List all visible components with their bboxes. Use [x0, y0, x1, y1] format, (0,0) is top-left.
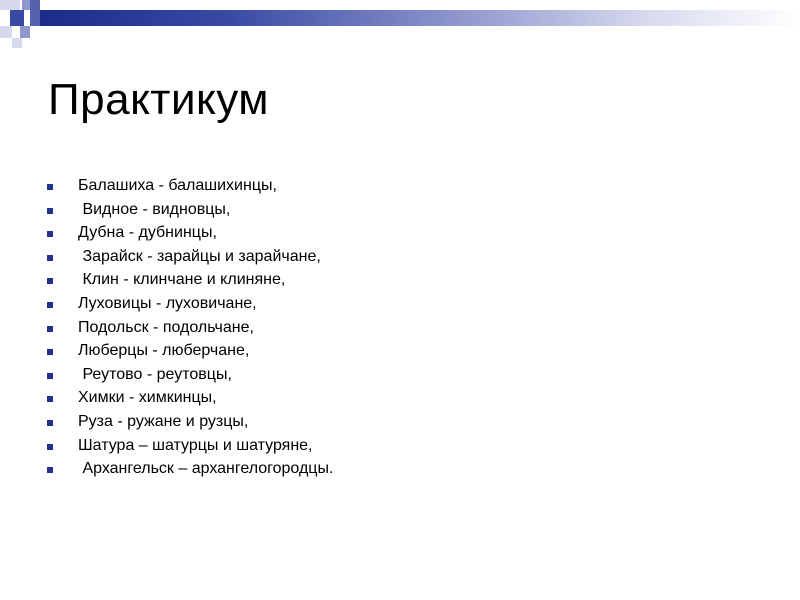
- list-item: [44, 221, 333, 245]
- square-bullet-icon: [47, 302, 53, 308]
- bullet-list: [44, 174, 333, 481]
- list-item-text: Дубна - дубнинцы,: [78, 224, 217, 242]
- square-bullet-icon: [47, 231, 53, 237]
- square-bullet-icon: [47, 349, 53, 355]
- list-item-text: Зарайск - зарайцы и зарайчане,: [78, 247, 321, 265]
- list-item-text: Подольск - подольчане,: [78, 318, 254, 336]
- list-item: [44, 410, 333, 434]
- square-bullet-icon: [47, 467, 53, 473]
- decorative-square: [12, 38, 22, 48]
- square-bullet-icon: [47, 255, 53, 261]
- square-bullet-icon: [47, 184, 53, 190]
- list-item: [44, 386, 333, 410]
- decorative-square: [20, 26, 30, 38]
- list-item: [44, 268, 333, 292]
- list-item: [44, 174, 333, 198]
- header-gradient-bar: [40, 10, 800, 26]
- list-item-text: Химки - химкинцы,: [78, 389, 217, 407]
- list-item-text: Балашиха - балашихинцы,: [78, 177, 277, 194]
- list-item-text: Видное - видновцы,: [78, 200, 231, 218]
- list-item-text: Люберцы - люберчане,: [78, 342, 250, 360]
- square-bullet-icon: [47, 208, 53, 214]
- slide-title: Практикум: [48, 75, 270, 124]
- header-decoration: [0, 0, 800, 50]
- list-item-text: Руза - ружане и рузцы,: [78, 412, 249, 430]
- list-item: [44, 339, 333, 363]
- square-bullet-icon: [47, 278, 53, 284]
- square-bullet-icon: [47, 420, 53, 426]
- list-item: [44, 292, 333, 316]
- decorative-square: [30, 0, 40, 26]
- square-bullet-icon: [47, 373, 53, 379]
- list-item: [44, 363, 333, 387]
- list-item: [44, 457, 333, 481]
- square-bullet-icon: [47, 326, 53, 332]
- list-item: [44, 434, 333, 458]
- decorative-square: [0, 26, 12, 38]
- decorative-square: [0, 0, 20, 10]
- list-item-text: Архангельск – архангелогородцы.: [78, 460, 334, 478]
- list-item-text: Луховицы - луховичане,: [78, 294, 257, 312]
- list-item: [44, 198, 333, 222]
- list-item: [44, 316, 333, 340]
- square-bullet-icon: [47, 444, 53, 450]
- list-item-text: Шатура – шатурцы и шатуряне,: [78, 436, 313, 454]
- list-item-text: Реутово - реутовцы,: [78, 365, 232, 383]
- square-bullet-icon: [47, 396, 53, 402]
- decorative-square: [10, 10, 24, 26]
- list-item: [44, 245, 333, 269]
- list-item-text: Клин - клинчане и клиняне,: [78, 271, 286, 289]
